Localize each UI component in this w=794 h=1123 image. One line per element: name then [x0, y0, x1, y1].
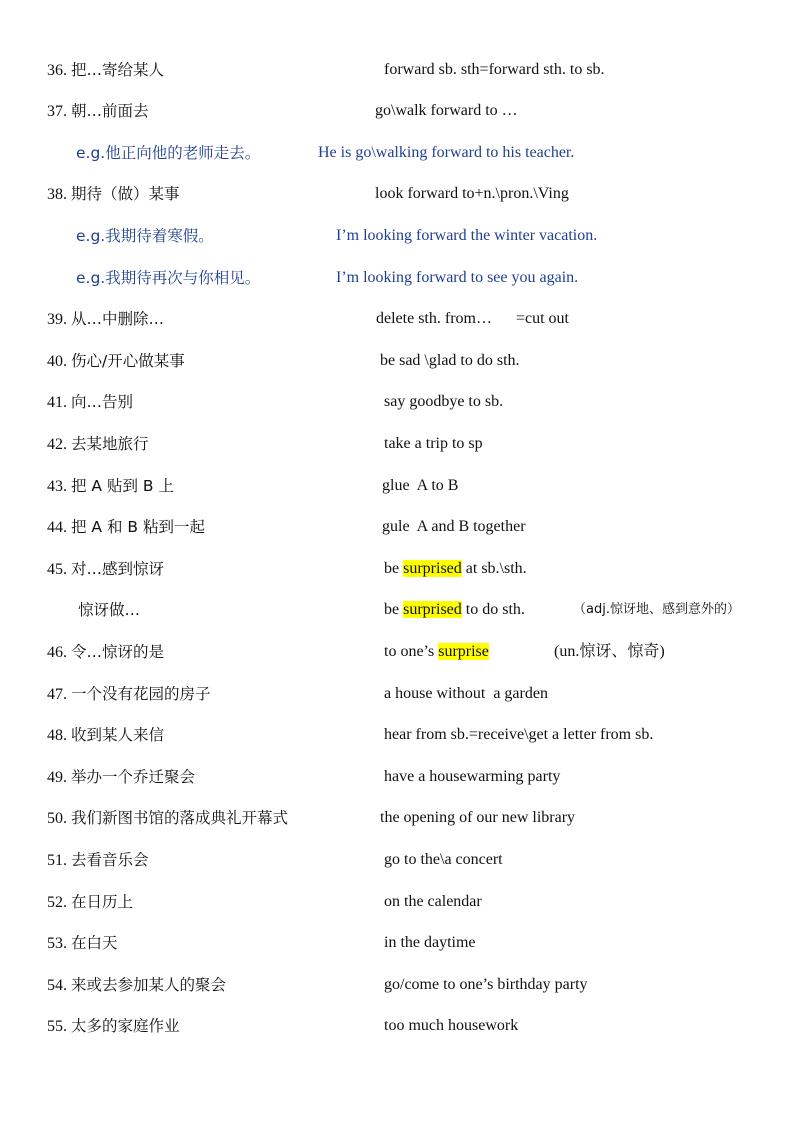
phrase-row [0, 307, 794, 331]
item-number: 36. [47, 62, 67, 79]
item-number: 40. [47, 353, 67, 370]
item-number: 42. [47, 436, 67, 453]
chinese-phrase: 把 A 贴到 B 上 [71, 477, 174, 495]
phrase-row [0, 474, 794, 498]
example-english: I’m looking forward the winter vacation. [336, 227, 598, 244]
chinese-phrase: 把…寄给某人 [71, 61, 165, 79]
phrase-row [0, 515, 794, 539]
english-phrase: go/come to one’s birthday party [384, 976, 588, 993]
highlighted-word: surprised [403, 601, 462, 618]
chinese-phrase: 令…惊讶的是 [71, 643, 165, 661]
chinese-phrase: 去某地旅行 [71, 435, 149, 453]
part-of-speech-note: (un.惊讶、惊奇) [554, 643, 665, 660]
part-of-speech-note: （adj.惊讶地、感到意外的） [573, 602, 740, 617]
english-phrase: gule A and B together [382, 518, 526, 535]
english-phrase: on the calendar [384, 893, 482, 910]
phrase-row [0, 182, 794, 206]
example-row [0, 266, 794, 290]
phrase-row [0, 640, 794, 664]
phrase-row [0, 557, 794, 581]
english-phrase: a house without a garden [384, 685, 548, 702]
item-number: 47. [47, 686, 67, 703]
phrase-row [0, 723, 794, 747]
chinese-phrase: 举办一个乔迁聚会 [71, 768, 196, 786]
highlighted-word: surprise [438, 643, 489, 660]
chinese-phrase: 从…中删除… [71, 310, 165, 328]
item-number: 37. [47, 103, 67, 120]
item-number: 55. [47, 1018, 67, 1035]
english-phrase: to one’s surprise [384, 643, 489, 660]
chinese-phrase: 太多的家庭作业 [71, 1017, 180, 1035]
english-phrase: hear from sb.=receive\get a letter from sb. [384, 726, 654, 743]
phrase-row [0, 432, 794, 456]
item-number: 53. [47, 935, 67, 952]
item-number: 50. [47, 810, 67, 827]
english-phrase: be sad \glad to do sth. [380, 352, 520, 369]
chinese-phrase: 对…感到惊讶 [71, 560, 165, 578]
example-english: I’m looking forward to see you again. [336, 269, 579, 286]
example-row [0, 224, 794, 248]
chinese-phrase: 去看音乐会 [71, 851, 149, 869]
phrase-row [0, 806, 794, 830]
item-number: 41. [47, 394, 67, 411]
chinese-phrase: 收到某人来信 [71, 726, 165, 744]
english-phrase: too much housework [384, 1017, 519, 1034]
phrase-row [0, 931, 794, 955]
phrase-row [0, 848, 794, 872]
item-number: 43. [47, 478, 67, 495]
chinese-phrase: 在白天 [71, 934, 118, 952]
chinese-phrase: 我们新图书馆的落成典礼开幕式 [71, 809, 289, 827]
item-number: 44. [47, 519, 67, 536]
phrase-row [0, 349, 794, 373]
english-phrase: the opening of our new library [380, 809, 576, 826]
example-chinese: e.g.我期待着寒假。 [76, 227, 214, 245]
chinese-phrase: 惊讶做… [78, 601, 141, 619]
phrase-row [0, 765, 794, 789]
phrase-row [0, 973, 794, 997]
english-phrase: in the daytime [384, 934, 476, 951]
english-phrase: say goodbye to sb. [384, 393, 504, 410]
example-chinese: e.g.我期待再次与你相见。 [76, 269, 261, 287]
item-number: 49. [47, 769, 67, 786]
item-number: 54. [47, 977, 67, 994]
item-number: 38. [47, 186, 67, 203]
chinese-phrase: 来或去参加某人的聚会 [71, 976, 227, 994]
phrase-row [0, 890, 794, 914]
highlighted-word: surprised [403, 560, 462, 577]
english-phrase: be surprised at sb.\sth. [384, 560, 527, 577]
item-number: 46. [47, 644, 67, 661]
phrase-row [0, 390, 794, 414]
phrase-row [0, 99, 794, 123]
english-phrase: delete sth. from… =cut out [376, 310, 569, 327]
english-phrase: have a housewarming party [384, 768, 561, 785]
item-number: 39. [47, 311, 67, 328]
chinese-phrase: 把 A 和 B 粘到一起 [71, 518, 205, 536]
chinese-phrase: 在日历上 [71, 893, 134, 911]
chinese-phrase: 向…告别 [71, 393, 134, 411]
english-phrase: take a trip to sp [384, 435, 483, 452]
item-number: 51. [47, 852, 67, 869]
english-phrase: go\walk forward to … [375, 102, 518, 119]
item-number: 52. [47, 894, 67, 911]
english-phrase: be surprised to do sth. [384, 601, 525, 618]
example-english: He is go\walking forward to his teacher. [318, 144, 575, 161]
phrase-row [0, 1014, 794, 1038]
chinese-phrase: 伤心/开心做某事 [71, 352, 185, 370]
phrase-row [0, 682, 794, 706]
item-number: 48. [47, 727, 67, 744]
chinese-phrase: 一个没有花园的房子 [71, 685, 211, 703]
example-chinese: e.g.他正向他的老师走去。 [76, 144, 261, 162]
chinese-phrase: 期待（做）某事 [71, 185, 180, 203]
english-phrase: forward sb. sth=forward sth. to sb. [384, 61, 605, 78]
english-phrase: look forward to+n.\pron.\Ving [375, 185, 569, 202]
phrase-row [0, 598, 794, 622]
item-number: 45. [47, 561, 67, 578]
english-phrase: go to the\a concert [384, 851, 503, 868]
chinese-phrase: 朝…前面去 [71, 102, 149, 120]
example-row [0, 141, 794, 165]
phrase-row [0, 58, 794, 82]
english-phrase: glue A to B [382, 477, 459, 494]
